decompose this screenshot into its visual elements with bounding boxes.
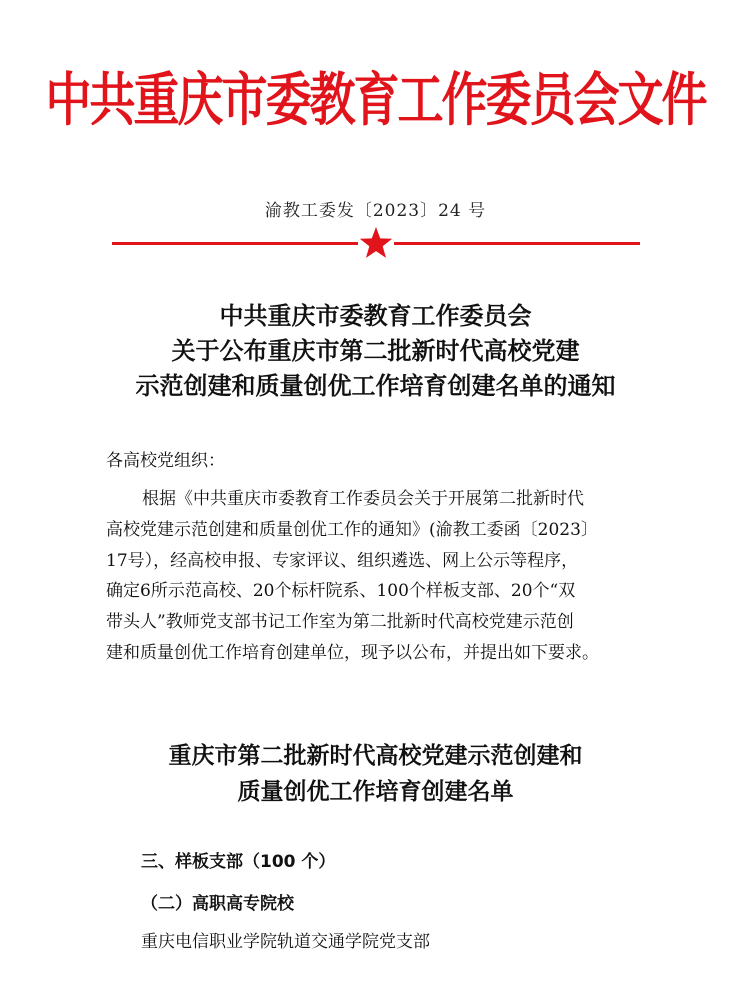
notice-title-line: 中共重庆市委教育工作委员会 xyxy=(219,301,532,330)
notice-title-line: 关于公布重庆市第二批新时代高校党建 xyxy=(171,336,580,365)
list-item: 重庆电信职业学院轨道交通学院党支部 xyxy=(141,932,430,952)
body-line: 根据《中共重庆市委教育工作委员会关于开展第二批新时代 xyxy=(142,489,584,509)
header-divider-left xyxy=(112,242,358,245)
body-line: 确定6所示范高校、20个标杆院系、100个样板支部、20个“双 xyxy=(106,581,576,602)
notice-body xyxy=(106,484,650,669)
notice-title-line: 示范创建和质量创优工作培育创建名单的通知 xyxy=(135,371,616,400)
notice-title xyxy=(0,298,751,403)
section-subheading: （二）高职高专院校 xyxy=(141,894,294,914)
body-line: 17号），经高校申报、专家评议、组织遴选、网上公示等程序， xyxy=(106,550,579,571)
list-title-line: 重庆市第二批新时代高校党建示范创建和 xyxy=(168,742,583,769)
section-heading: 三、样板支部（100 个） xyxy=(141,852,336,872)
body-line: 高校党建示范创建和质量创优工作的通知》(渝教工委函〔2023〕 xyxy=(106,519,598,540)
star-icon xyxy=(359,226,393,260)
salutation: 各高校党组织： xyxy=(106,451,225,471)
header-divider-right xyxy=(394,242,640,245)
list-title-line: 质量创优工作培育创建名单 xyxy=(237,778,514,805)
list-title xyxy=(0,738,751,810)
document-header-title: 中共重庆市委教育工作委员会文件 xyxy=(45,65,706,134)
body-line: 带头人”教师党支部书记工作室为第二批新时代高校党建示范创 xyxy=(106,612,574,633)
body-line: 建和质量创优工作培育创建单位，现予以公布，并提出如下要求。 xyxy=(106,642,599,663)
document-number: 渝教工委发〔2023〕24 号 xyxy=(264,201,487,221)
